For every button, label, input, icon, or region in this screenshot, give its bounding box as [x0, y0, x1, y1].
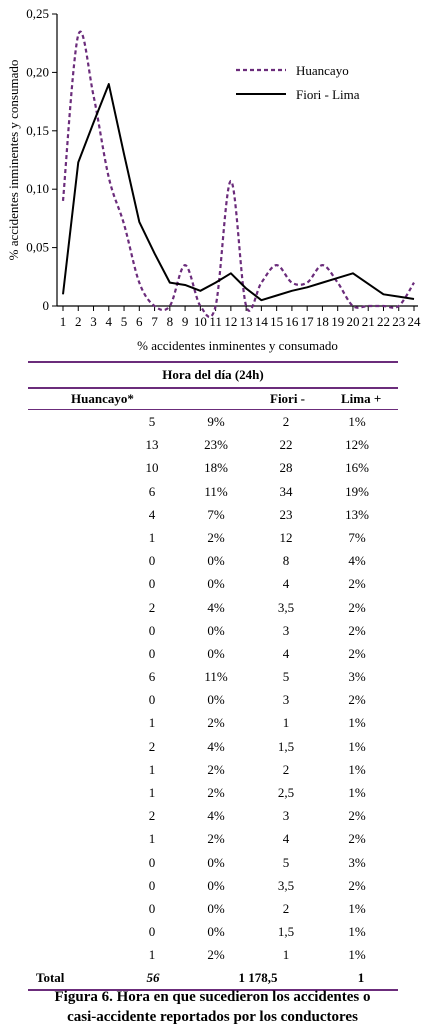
table-row	[28, 804, 398, 827]
cell-huancayo-count: 13	[145, 437, 159, 453]
cell-huancayo-count: 2	[148, 738, 156, 754]
cell-fiori-count: 3,5	[277, 877, 295, 893]
cell-fiori-count: 34	[279, 483, 293, 499]
cell-fiori-count: 2	[282, 900, 290, 916]
x-tick-label: 7	[151, 314, 158, 329]
cell-fiori-count: 3	[282, 622, 290, 638]
x-axis-title: % accidentes inminentes y consumado	[137, 338, 338, 353]
cell-fiori-count: 1,5	[277, 924, 295, 940]
x-tick-label: 22	[376, 314, 390, 329]
cell-lima-pct: 1%	[348, 947, 366, 963]
table-row	[28, 503, 398, 526]
figure-caption	[0, 987, 425, 1027]
cell-huancayo-count: 1	[148, 761, 156, 777]
cell-huancayo-pct: 23%	[204, 437, 228, 453]
cell-huancayo-count: 0	[148, 622, 156, 638]
y-tick-label: 0,10	[26, 181, 49, 197]
table-total-row	[28, 967, 398, 989]
table-row	[28, 456, 398, 479]
cell-fiori-count: 2	[282, 414, 290, 429]
cell-fiori-count: 2	[282, 761, 290, 777]
x-tick-label: 14	[254, 314, 268, 329]
cell-fiori-count: 3,5	[277, 599, 295, 615]
cell-lima-pct: 2%	[348, 831, 366, 847]
table-row	[28, 410, 398, 433]
table-row	[28, 526, 398, 549]
cell-huancayo-count: 10	[145, 460, 159, 476]
x-tick-label: 3	[90, 314, 97, 329]
table-row	[28, 735, 398, 758]
x-tick-label: 23	[392, 314, 406, 329]
table-row	[28, 665, 398, 688]
cell-fiori-count: 3	[282, 692, 290, 708]
y-tick-label: 0,05	[26, 239, 49, 255]
cell-huancayo-count: 2	[148, 808, 156, 824]
y-axis-title: % accidentes inminentes y consumado	[6, 59, 21, 261]
legend-label-huancayo: Huancayo	[296, 63, 349, 78]
cell-lima-pct: 2%	[348, 877, 366, 893]
x-tick-label: 15	[270, 314, 284, 329]
x-tick-label: 20	[346, 314, 360, 329]
cell-lima-pct: 2%	[348, 599, 366, 615]
cell-huancayo-count: 4	[148, 506, 156, 522]
x-tick-label: 18	[315, 314, 329, 329]
cell-lima-pct: 16%	[345, 460, 369, 476]
cell-huancayo-count: 1	[148, 785, 156, 800]
cell-fiori-count: 1,5	[277, 738, 295, 754]
table-row	[28, 480, 398, 503]
x-tick-label: 11	[209, 314, 222, 329]
series-line-fiori-lima	[63, 84, 414, 300]
cell-lima-pct: 1%	[348, 738, 366, 754]
cell-huancayo-count: 0	[148, 553, 156, 569]
cell-huancayo-pct: 2%	[207, 947, 225, 963]
cell-fiori-count: 4	[282, 831, 290, 847]
cell-lima-pct: 1%	[348, 414, 366, 429]
cell-huancayo-pct: 2%	[207, 529, 225, 545]
cell-huancayo-count: 0	[148, 645, 156, 661]
x-tick-label: 13	[239, 314, 253, 329]
table-row	[28, 433, 398, 456]
cell-lima-pct: 2%	[348, 808, 366, 824]
total-lima: 1	[357, 969, 365, 985]
series-line-huancayo	[63, 32, 414, 317]
total-label: Total	[36, 969, 65, 985]
cell-fiori-count: 1	[282, 715, 290, 731]
cell-huancayo-pct: 0%	[207, 854, 225, 870]
cell-fiori-count: 23	[279, 506, 293, 522]
x-tick-label: 8	[166, 314, 174, 329]
cell-lima-pct: 13%	[345, 506, 369, 522]
cell-huancayo-count: 6	[148, 669, 156, 685]
cell-huancayo-count: 2	[148, 599, 156, 615]
cell-lima-pct: 1%	[348, 761, 366, 777]
table-body	[28, 410, 398, 967]
x-tick-label: 10	[193, 314, 207, 329]
x-tick-label: 19	[331, 314, 345, 329]
data-table	[28, 361, 398, 991]
x-tick-label: 5	[120, 314, 128, 329]
cell-fiori-count: 4	[282, 576, 290, 592]
table-row	[28, 688, 398, 711]
cell-huancayo-pct: 18%	[204, 460, 228, 476]
caption-line-2: casi-accidente reportados por los conductores	[67, 1009, 358, 1025]
total-huancayo: 56	[146, 969, 160, 985]
table-row	[28, 874, 398, 897]
x-tick-label: 2	[75, 314, 82, 329]
cell-huancayo-pct: 4%	[207, 599, 225, 615]
cell-fiori-count: 8	[282, 553, 290, 569]
cell-fiori-count: 4	[282, 645, 290, 661]
cell-huancayo-pct: 0%	[207, 576, 225, 592]
cell-huancayo-pct: 0%	[207, 622, 225, 638]
cell-lima-pct: 1%	[348, 785, 366, 800]
cell-huancayo-count: 1	[148, 831, 156, 847]
legend-label-fiori-lima: Fiori - Lima	[296, 87, 360, 102]
cell-huancayo-count: 1	[148, 715, 156, 731]
y-tick-label: 0,25	[26, 6, 49, 21]
cell-huancayo-pct: 11%	[204, 669, 228, 685]
cell-lima-pct: 4%	[348, 553, 366, 569]
x-tick-label: 6	[136, 314, 143, 329]
cell-huancayo-pct: 2%	[207, 831, 225, 847]
caption-line-1: Figura 6. Hora en que sucedieron los accidentes o	[54, 989, 371, 1005]
cell-huancayo-count: 0	[148, 576, 156, 592]
x-tick-label: 17	[300, 314, 314, 329]
y-tick-label: 0	[42, 298, 49, 313]
cell-fiori-count: 22	[279, 437, 293, 453]
cell-huancayo-count: 6	[148, 483, 156, 499]
cell-huancayo-pct: 0%	[207, 553, 225, 569]
cell-huancayo-count: 5	[148, 414, 156, 429]
total-fiori: 1 178,5	[238, 969, 278, 985]
cell-fiori-count: 28	[279, 460, 293, 476]
x-tick-label: 4	[105, 314, 113, 329]
cell-lima-pct: 2%	[348, 576, 366, 592]
table-row	[28, 572, 398, 595]
cell-huancayo-count: 0	[148, 900, 156, 916]
cell-lima-pct: 1%	[348, 924, 366, 940]
cell-huancayo-count: 1	[148, 529, 156, 545]
cell-huancayo-pct: 9%	[207, 414, 225, 429]
table-row	[28, 851, 398, 874]
cell-huancayo-pct: 4%	[207, 808, 225, 824]
y-tick-label: 0,20	[26, 64, 49, 80]
cell-huancayo-pct: 7%	[207, 506, 225, 522]
cell-huancayo-pct: 2%	[207, 715, 225, 731]
cell-lima-pct: 2%	[348, 692, 366, 708]
cell-huancayo-pct: 11%	[204, 483, 228, 499]
cell-huancayo-count: 0	[148, 924, 156, 940]
cell-lima-pct: 7%	[348, 529, 366, 545]
cell-fiori-count: 5	[282, 669, 290, 685]
table-row	[28, 827, 398, 850]
x-tick-label: 24	[407, 314, 421, 329]
cell-huancayo-count: 0	[148, 854, 156, 870]
cell-lima-pct: 1%	[348, 900, 366, 916]
table-row	[28, 642, 398, 665]
cell-huancayo-pct: 0%	[207, 900, 225, 916]
x-tick-label: 12	[224, 314, 238, 329]
cell-fiori-count: 3	[282, 808, 290, 824]
table-row	[28, 619, 398, 642]
cell-huancayo-pct: 0%	[207, 877, 225, 893]
cell-fiori-count: 12	[279, 529, 293, 545]
cell-huancayo-count: 1	[148, 947, 156, 963]
cell-huancayo-pct: 2%	[207, 761, 225, 777]
header-fiori: Fiori -	[270, 390, 306, 406]
table-row	[28, 596, 398, 619]
cell-lima-pct: 1%	[348, 715, 366, 731]
header-lima: Lima +	[341, 390, 382, 406]
table-row	[28, 711, 398, 734]
cell-huancayo-pct: 0%	[207, 692, 225, 708]
header-huancayo: Huancayo*	[71, 390, 134, 406]
cell-lima-pct: 3%	[348, 669, 366, 685]
table-header	[28, 389, 398, 409]
cell-fiori-count: 5	[282, 854, 290, 870]
cell-huancayo-pct: 2%	[207, 785, 225, 800]
table-row	[28, 781, 398, 804]
x-tick-label: 21	[361, 314, 375, 329]
cell-lima-pct: 3%	[348, 854, 366, 870]
x-tick-label: 9	[181, 314, 189, 329]
table-row	[28, 943, 398, 966]
table-row	[28, 758, 398, 781]
cell-huancayo-pct: 0%	[207, 924, 225, 940]
cell-huancayo-pct: 0%	[207, 645, 225, 661]
cell-huancayo-count: 0	[148, 692, 156, 708]
cell-fiori-count: 1	[282, 947, 290, 963]
cell-lima-pct: 2%	[348, 645, 366, 661]
line-chart	[0, 0, 425, 355]
cell-lima-pct: 2%	[348, 622, 366, 638]
cell-lima-pct: 19%	[345, 483, 369, 499]
table-row	[28, 920, 398, 943]
cell-huancayo-pct: 4%	[207, 738, 225, 754]
cell-fiori-count: 2,5	[277, 785, 295, 800]
cell-huancayo-count: 0	[148, 877, 156, 893]
x-tick-label: 1	[59, 314, 67, 329]
table-row	[28, 549, 398, 572]
y-tick-label: 0,15	[26, 122, 49, 138]
cell-lima-pct: 12%	[345, 437, 369, 453]
table-row	[28, 897, 398, 920]
x-tick-label: 16	[285, 314, 299, 329]
table-title: Hora del día (24h)	[162, 367, 264, 382]
